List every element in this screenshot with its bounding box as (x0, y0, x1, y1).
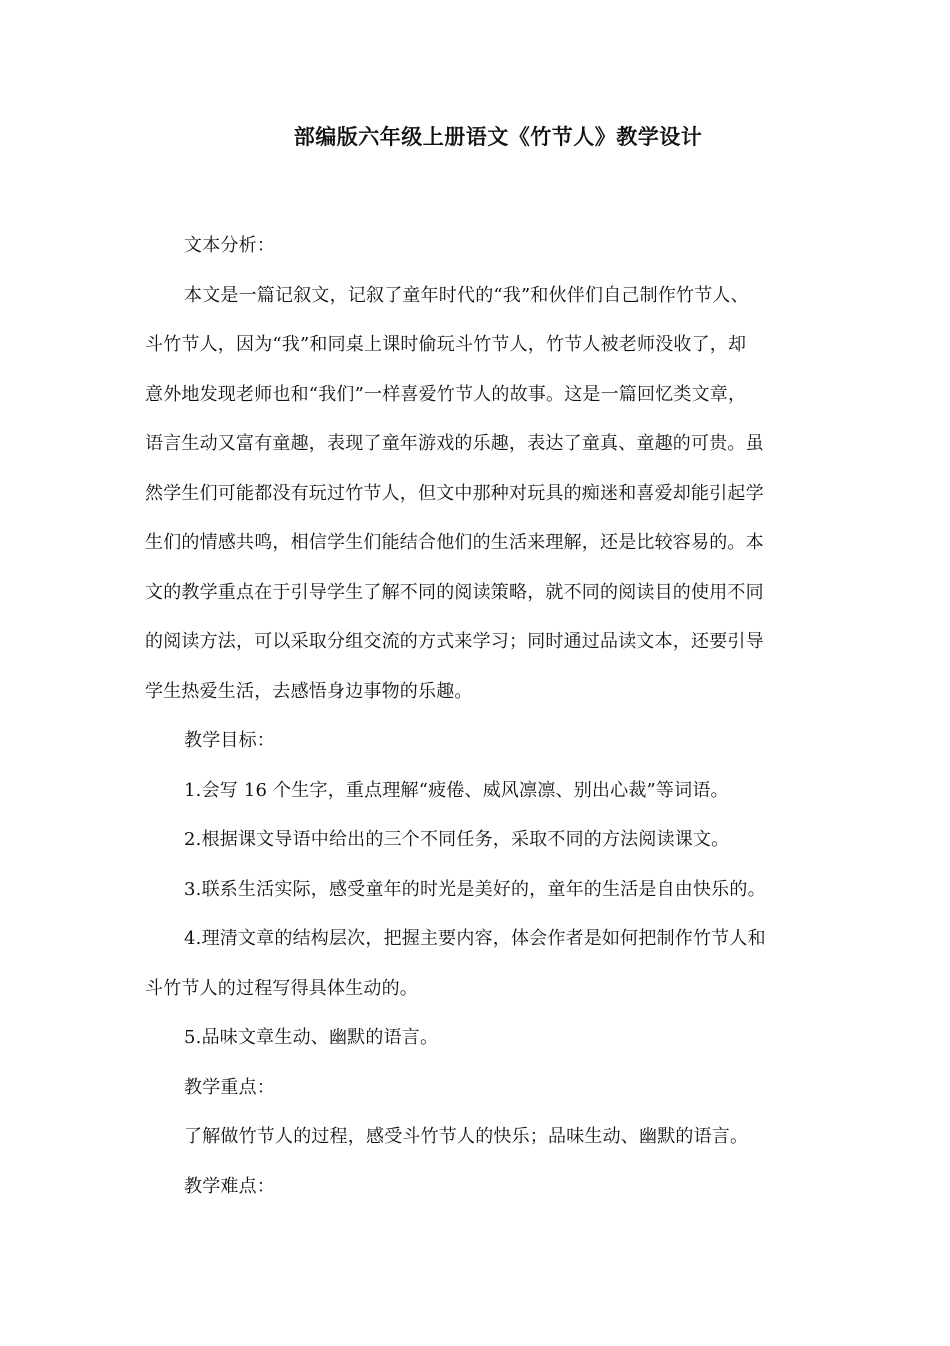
text-line: 4.理清文章的结构层次，把握主要内容，体会作者是如何把制作竹节人和 (184, 928, 766, 949)
text-line: 语言生动又富有童趣，表现了童年游戏的乐趣，表达了童真、童趣的可贵。虽 (145, 433, 764, 454)
text-line: 意外地发现老师也和“我们”一样喜爱竹节人的故事。这是一篇回忆类文章， (145, 383, 747, 405)
document-body (145, 221, 803, 1211)
text-line: 然学生们可能都没有玩过竹节人，但文中那种对玩具的痴迷和喜爱却能引起学 (145, 482, 764, 504)
text-analysis-paragraph (145, 271, 803, 717)
text-line: 本文是一篇记叙文，记叙了童年时代的“我”和伙伴们自己制作竹节人、 (184, 284, 749, 306)
text-line: 文的教学重点在于引导学生了解不同的阅读策略，就不同的阅读目的使用不同 (145, 581, 764, 603)
document-title: 部编版六年级上册语文《竹节人》教学设计 (293, 125, 703, 149)
text-line: 斗竹节人的过程写得具体生动的。 (145, 977, 418, 999)
key-points-text: 了解做竹节人的过程，感受斗竹节人的快乐；品味生动、幽默的语言。 (184, 1126, 749, 1147)
key-points-heading: 教学重点： (184, 1076, 275, 1098)
goal-item-3: 3.联系生活实际，感受童年的时光是美好的，童年的生活是自由快乐的。 (184, 878, 766, 900)
text-line: 生们的情感共鸣，相信学生们能结合他们的生活来理解，还是比较容易的。本 (145, 532, 764, 553)
goal-item-2: 2.根据课文导语中给出的三个不同任务，采取不同的方法阅读课文。 (184, 829, 730, 850)
goals-heading: 教学目标： (184, 730, 275, 751)
text-analysis-heading: 文本分析： (184, 235, 275, 256)
text-line: 斗竹节人，因为“我”和同桌上课时偷玩斗竹节人，竹节人被老师没收了，却 (145, 334, 747, 355)
difficulties-heading: 教学难点： (184, 1175, 275, 1197)
goal-item-4 (145, 914, 803, 1013)
text-line: 的阅读方法，可以采取分组交流的方式来学习；同时通过品读文本，还要引导 (145, 631, 764, 652)
goal-item-1: 1.会写 16 个生字，重点理解“疲倦、威风凛凛、别出心裁”等词语。 (184, 779, 729, 801)
goal-item-5: 5.品味文章生动、幽默的语言。 (184, 1027, 439, 1048)
text-line: 学生热爱生活，去感悟身边事物的乐趣。 (145, 680, 473, 702)
